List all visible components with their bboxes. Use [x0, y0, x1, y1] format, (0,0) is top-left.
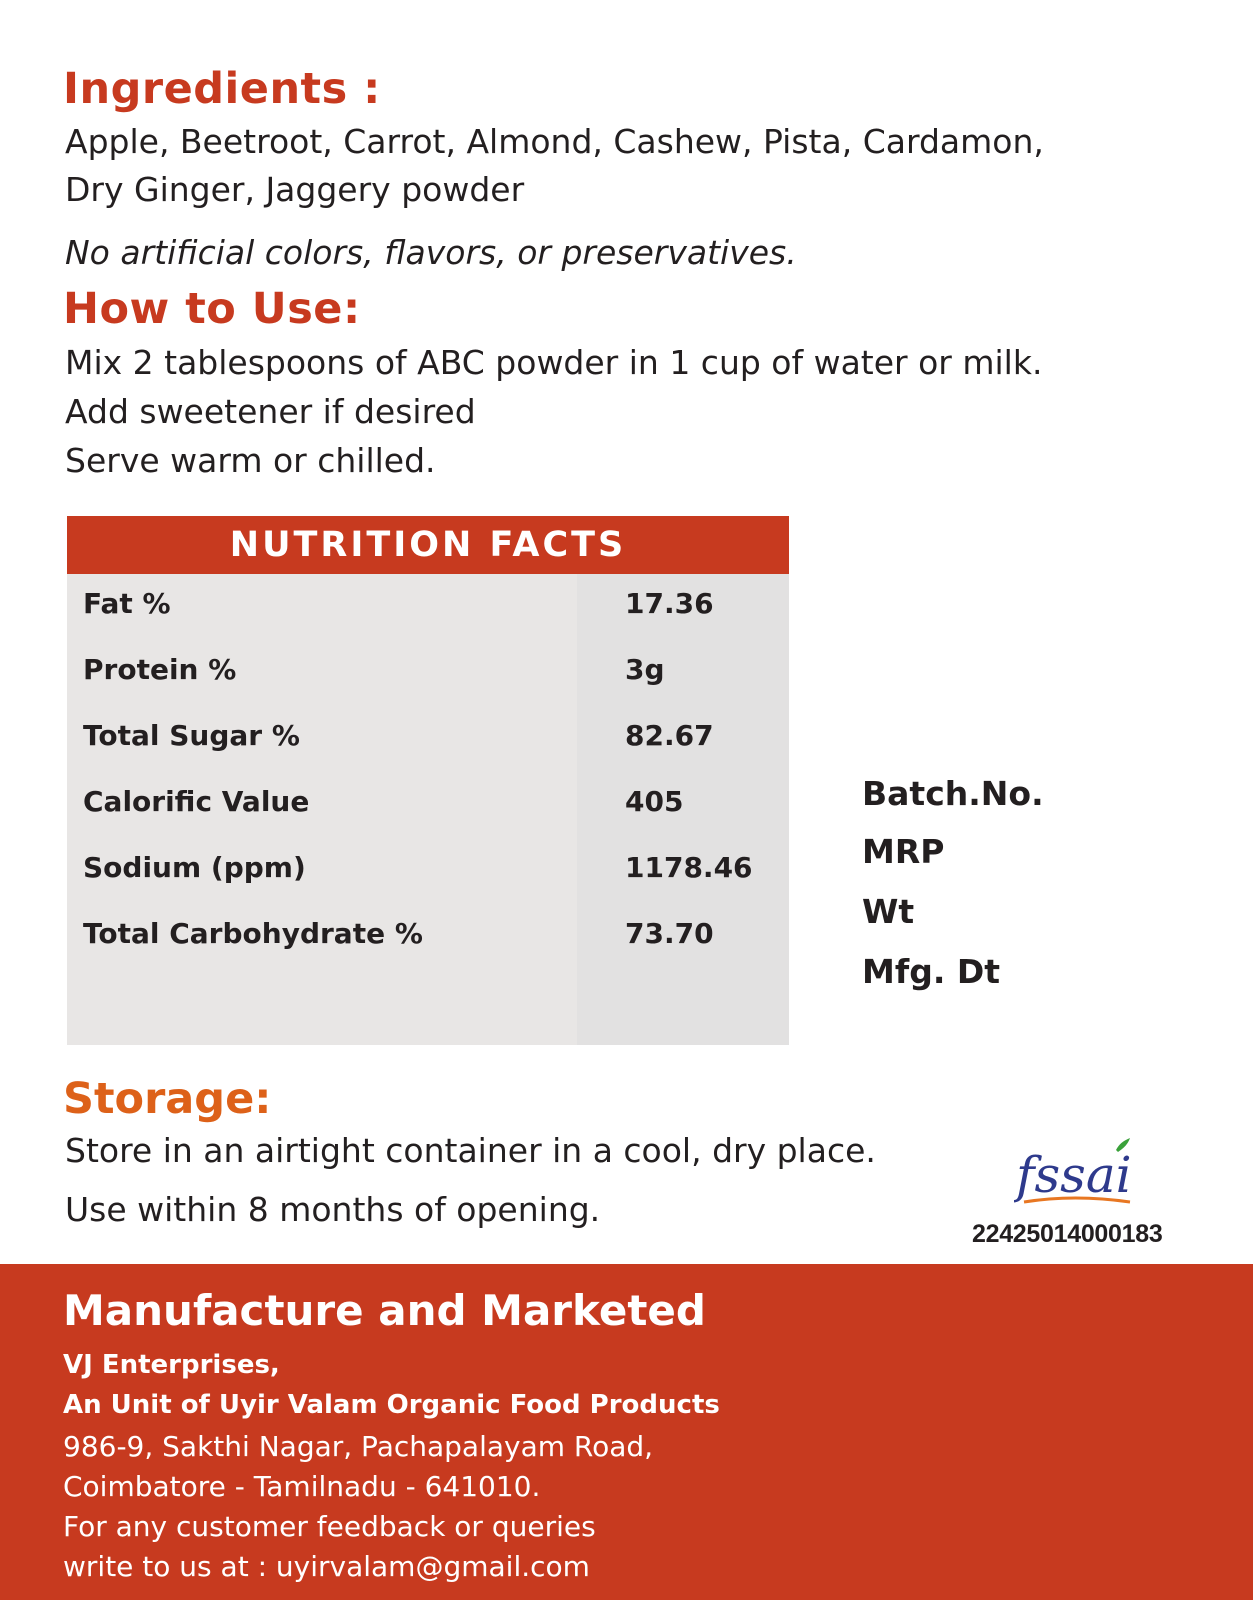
nutrition-facts-title: NUTRITION FACTS	[67, 516, 789, 574]
address-line-2: Coimbatore - Tamilnadu - 641010.	[63, 1470, 541, 1503]
footer	[0, 1264, 1253, 1600]
nutrition-label: Fat %	[83, 587, 171, 620]
company-unit: An Unit of Uyir Valam Organic Food Products	[63, 1390, 720, 1420]
footer-title: Manufacture and Marketed	[63, 1286, 706, 1335]
fssai-license-number: 22425014000183	[972, 1220, 1163, 1248]
fssai-logo-text: fssai	[1016, 1146, 1132, 1204]
nutrition-value: 1178.46	[625, 851, 753, 884]
ingredients-note: No artificial colors, flavors, or preservatives.	[65, 233, 797, 272]
mrp-label: MRP	[862, 832, 945, 871]
nutrition-label: Calorific Value	[83, 785, 310, 818]
contact-email[interactable]: write to us at : uyirvalam@gmail.com	[63, 1550, 590, 1583]
feedback-line: For any customer feedback or queries	[63, 1510, 596, 1543]
nutrition-value: 82.67	[625, 719, 714, 752]
company-name: VJ Enterprises,	[63, 1350, 280, 1380]
storage-heading: Storage:	[63, 1074, 272, 1124]
ingredients-line-2: Dry Ginger, Jaggery powder	[65, 170, 525, 209]
how-to-use-line-2: Add sweetener if desired	[65, 392, 476, 431]
nutrition-label: Total Sugar %	[83, 719, 300, 752]
nutrition-facts-body	[67, 574, 789, 1045]
nutrition-value: 17.36	[625, 587, 714, 620]
nutrition-row	[67, 914, 789, 954]
nutrition-row	[67, 584, 789, 624]
mfg-date-label: Mfg. Dt	[862, 952, 1001, 991]
storage-line-2: Use within 8 months of opening.	[65, 1190, 601, 1229]
nutrition-row	[67, 782, 789, 822]
how-to-use-line-1: Mix 2 tablespoons of ABC powder in 1 cup of water or milk.	[65, 343, 1043, 382]
storage-line-1: Store in an airtight container in a cool, dry place.	[65, 1131, 876, 1170]
fssai-logo-icon	[1014, 1132, 1134, 1212]
nutrition-label: Sodium (ppm)	[83, 851, 306, 884]
nutrition-value: 3g	[625, 653, 665, 686]
nutrition-label: Total Carbohydrate %	[83, 917, 423, 950]
ingredients-line-1: Apple, Beetroot, Carrot, Almond, Cashew, Pista, Cardamon,	[65, 122, 1044, 161]
weight-label: Wt	[862, 892, 915, 931]
nutrition-value: 405	[625, 785, 684, 818]
address-line-1: 986-9, Sakthi Nagar, Pachapalayam Road,	[63, 1430, 654, 1463]
nutrition-row	[67, 848, 789, 888]
how-to-use-heading: How to Use:	[63, 284, 361, 334]
ingredients-heading: Ingredients :	[63, 64, 381, 114]
nutrition-row	[67, 650, 789, 690]
batch-number-label: Batch.No.	[862, 774, 1044, 813]
fssai-logo	[1014, 1132, 1134, 1212]
nutrition-label: Protein %	[83, 653, 237, 686]
nutrition-row	[67, 716, 789, 756]
how-to-use-line-3: Serve warm or chilled.	[65, 441, 436, 480]
nutrition-value: 73.70	[625, 917, 714, 950]
nutrition-facts-table	[67, 516, 789, 1045]
